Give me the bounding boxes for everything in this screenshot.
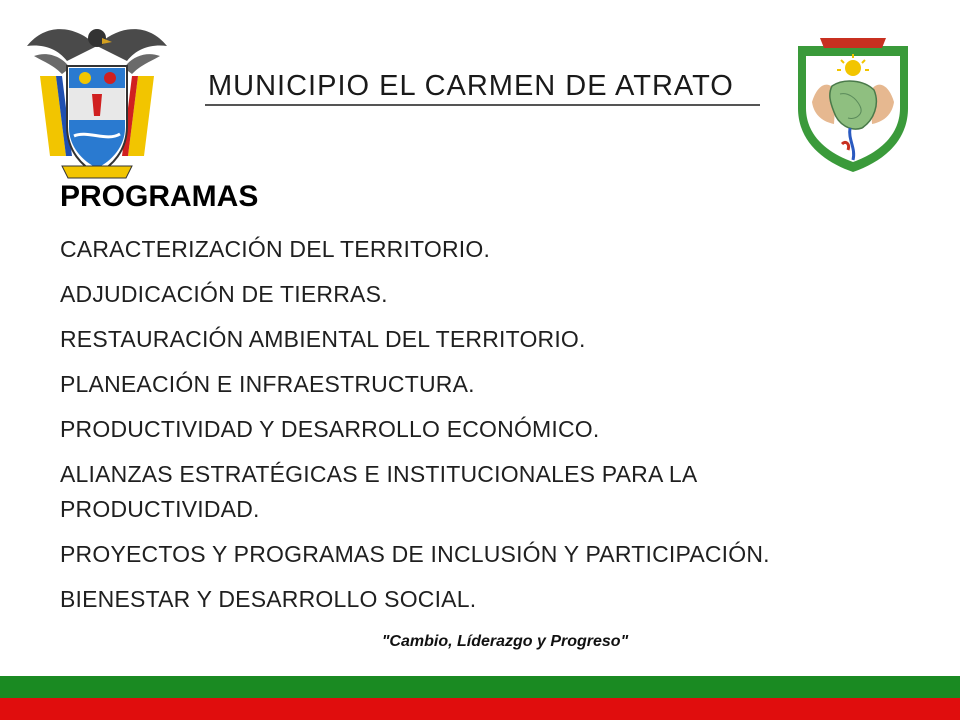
programs-list	[60, 232, 900, 627]
program-item: PLANEACIÓN E INFRAESTRUCTURA.	[60, 371, 475, 397]
program-item: ALIANZAS ESTRATÉGICAS E INSTITUCIONALES PARA LA PRODUCTIVIDAD.	[60, 461, 697, 522]
motto-slogan: "Cambio, Líderazgo y Progreso"	[381, 633, 629, 650]
program-item: PROYECTOS Y PROGRAMAS DE INCLUSIÓN Y PARTICIPACIÓN.	[60, 541, 770, 567]
colombia-coat-of-arms-icon	[22, 16, 172, 186]
program-item: ADJUDICACIÓN DE TIERRAS.	[60, 281, 388, 307]
program-item: CARACTERIZACIÓN DEL TERRITORIO.	[60, 236, 491, 262]
header-divider	[205, 104, 760, 106]
municipal-shield-icon	[790, 32, 916, 174]
red-stripe	[0, 698, 960, 720]
program-item: BIENESTAR Y DESARROLLO SOCIAL.	[60, 586, 477, 612]
program-item: PRODUCTIVIDAD Y DESARROLLO ECONÓMICO.	[60, 416, 600, 442]
program-item: RESTAURACIÓN AMBIENTAL DEL TERRITORIO.	[60, 326, 586, 352]
green-stripe	[0, 676, 960, 698]
programs-heading: PROGRAMAS	[60, 180, 259, 213]
municipality-title: MUNICIPIO EL CARMEN DE ATRATO	[208, 70, 734, 102]
